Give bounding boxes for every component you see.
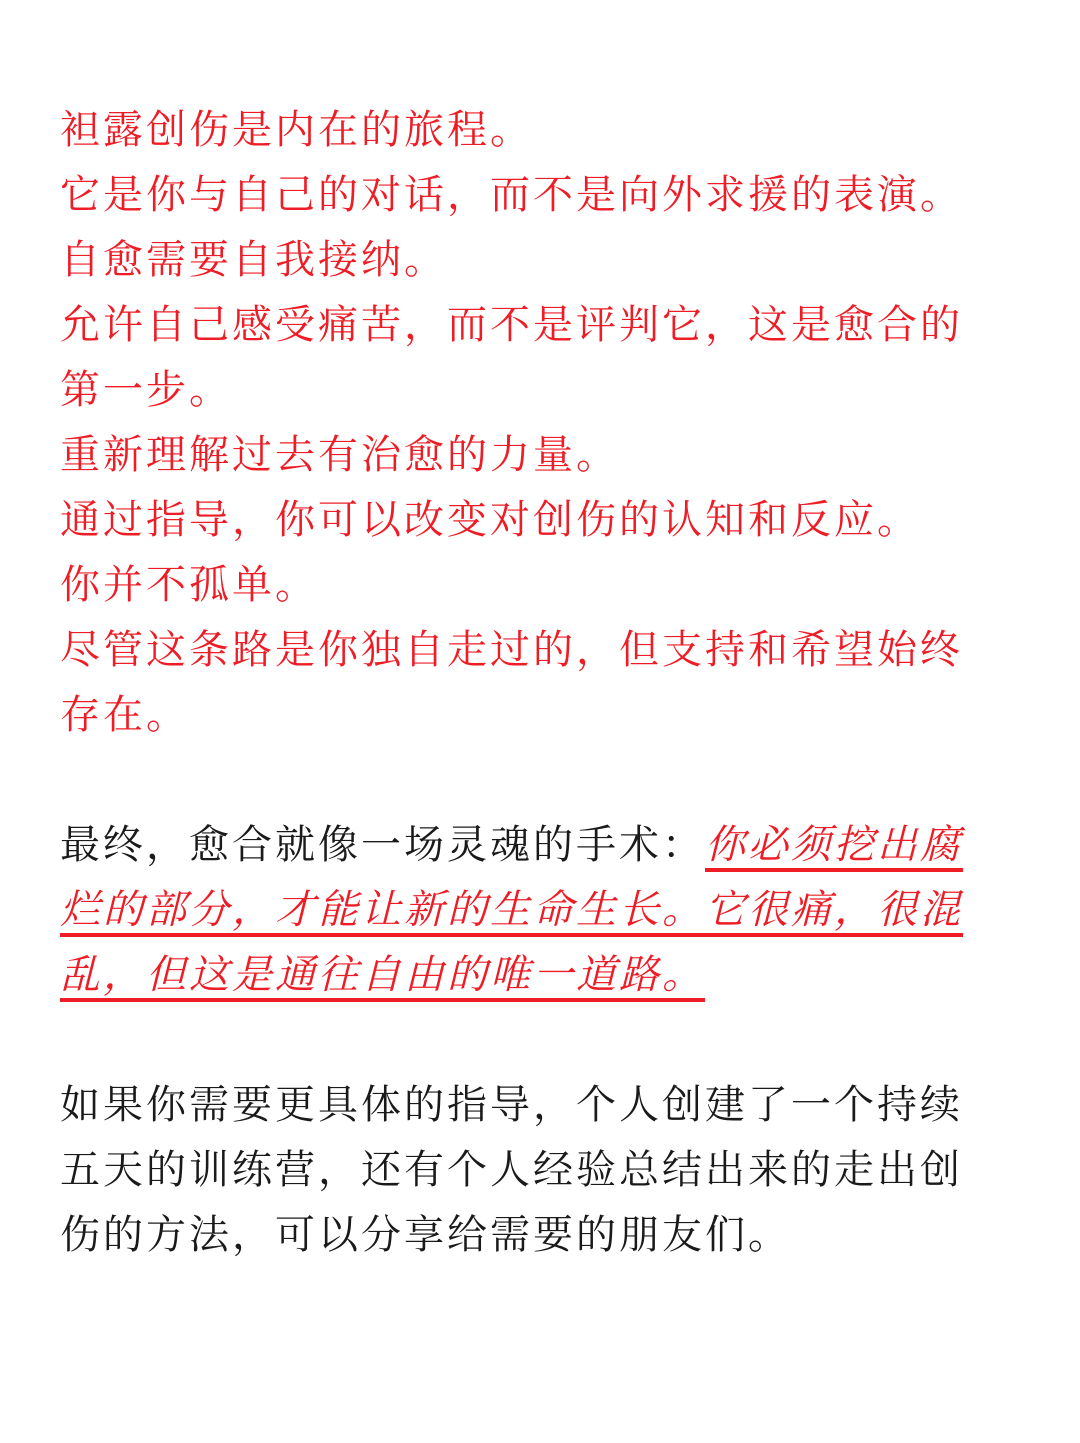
- statement-allow-pain: 允许自己感受痛苦，而不是评判它，这是愈合的第一步。: [60, 302, 963, 413]
- statement-self-acceptance: 自愈需要自我接纳。: [60, 237, 447, 283]
- statement-guidance: 通过指导，你可以改变对创伤的认知和反应。: [60, 497, 920, 543]
- red-statements: [60, 98, 1000, 748]
- note-page: [60, 98, 1000, 1268]
- conclusion-lead: 最终，愈合就像一场灵魂的手术：: [60, 822, 705, 868]
- offer-paragraph: 如果你需要更具体的指导，个人创建了一个持续五天的训练营，还有个人经验总结出来的走出创伤的方法，可以分享给需要的朋友们。: [60, 1082, 963, 1258]
- statement-dialogue: 它是你与自己的对话，而不是向外求援的表演。: [60, 172, 963, 218]
- statement-inner-journey: 袒露创伤是内在的旅程。: [60, 107, 533, 153]
- conclusion-paragraph: [60, 813, 1000, 1008]
- statement-support-hope: 尽管这条路是你独自走过的，但支持和希望始终存在。: [60, 627, 963, 738]
- spacer: [60, 1008, 1000, 1073]
- conclusion-highlight: 你必须挖出腐烂的部分，才能让新的生命生长。它很痛，很混乱，但这是通往自由的唯一道路。: [60, 822, 963, 998]
- statement-reunderstand-past: 重新理解过去有治愈的力量。: [60, 432, 619, 478]
- spacer: [60, 748, 1000, 813]
- statement-not-alone: 你并不孤单。: [60, 562, 318, 608]
